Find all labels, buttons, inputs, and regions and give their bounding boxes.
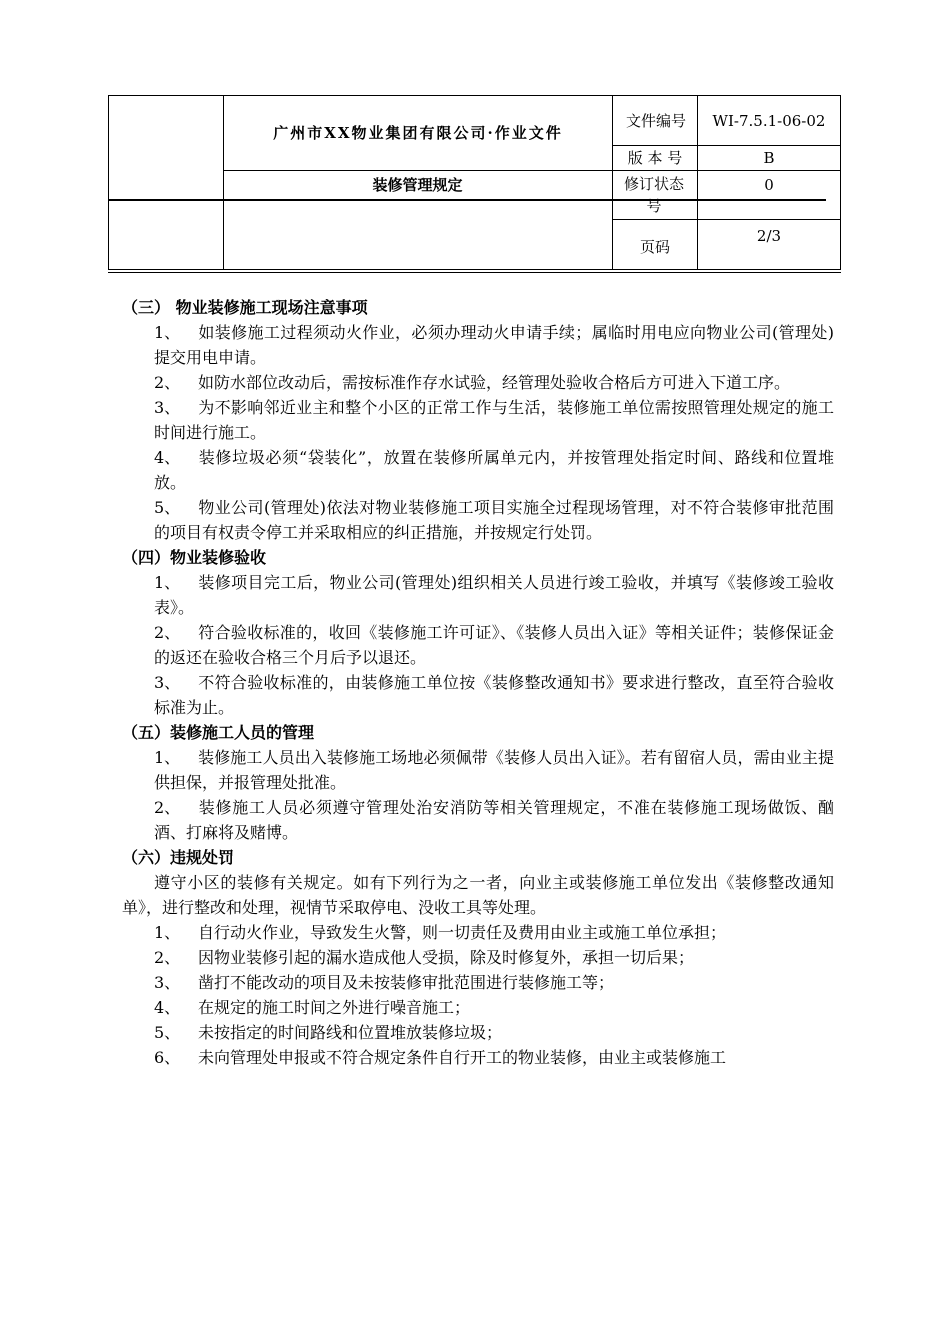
file-number-value: WI-7.5.1-06-02 xyxy=(712,112,826,130)
list-item xyxy=(122,620,834,670)
list-item xyxy=(122,795,834,845)
item-number: 5、 xyxy=(154,498,181,517)
item-number: 2、 xyxy=(154,948,181,967)
version-label: 版 本 号 xyxy=(627,149,683,167)
document-header-table xyxy=(108,95,841,273)
list-item xyxy=(122,745,834,795)
item-text: 为不影响邻近业主和整个小区的正常工作与生活，装修施工单位需按照管理处规定的施工时间进行施工。 xyxy=(154,398,834,442)
item-number: 2、 xyxy=(154,373,181,392)
item-number: 3、 xyxy=(154,673,181,692)
item-text: 装修项目完工后，物业公司(管理处)组织相关人员进行竣工验收，并填写《装修竣工验收表》。 xyxy=(154,573,834,617)
section-heading: （五）装修施工人员的管理 xyxy=(122,723,315,742)
item-number: 6、 xyxy=(154,1048,181,1067)
item-number: 3、 xyxy=(154,973,181,992)
item-number: 1、 xyxy=(154,323,181,342)
item-text: 符合验收标准的，收回《装修施工许可证》、《装修人员出入证》等相关证件；装修保证金的返还在验收合格三个月后予以退还。 xyxy=(154,623,834,667)
item-text: 不符合验收标准的，由装修施工单位按《装修整改通知书》要求进行整改，直至符合验收标准为止。 xyxy=(154,673,834,717)
document-title: 装修管理规定 xyxy=(372,176,463,194)
list-item xyxy=(122,445,834,495)
item-number: 3、 xyxy=(154,398,181,417)
list-item xyxy=(122,495,834,545)
item-number: 1、 xyxy=(154,573,181,592)
section-intro: 遵守小区的装修有关规定。如有下列行为之一者，向业主或装修施工单位发出《装修整改通知单》，进行整改和处理，视情节采取停电、没收工具等处理。 xyxy=(122,873,834,917)
item-text: 未按指定的时间路线和位置堆放装修垃圾； xyxy=(198,1023,503,1042)
list-item xyxy=(122,920,834,945)
revision-value: 0 xyxy=(764,176,774,194)
file-number-label: 文件编号 xyxy=(626,112,687,130)
item-text: 凿打不能改动的项目及未按装修审批范围进行装修施工等； xyxy=(198,973,615,992)
page-value: 2/3 xyxy=(756,227,782,245)
item-text: 在规定的施工时间之外进行噪音施工； xyxy=(198,998,471,1017)
item-number: 4、 xyxy=(154,448,181,467)
list-item xyxy=(122,970,834,995)
item-number: 1、 xyxy=(154,748,181,767)
item-text: 如防水部位改动后，需按标准作存水试验，经管理处验收合格后方可进入下道工序。 xyxy=(198,373,791,392)
page-label: 页码 xyxy=(640,238,671,256)
document-body xyxy=(122,295,834,1070)
company-name: 广州市XX物业集团有限公司·作业文件 xyxy=(273,124,563,142)
item-number: 4、 xyxy=(154,998,181,1017)
version-value: B xyxy=(763,149,775,167)
item-text: 未向管理处申报或不符合规定条件自行开工的物业装修，由业主或装修施工 xyxy=(198,1048,727,1067)
list-item xyxy=(122,320,834,370)
item-text: 物业公司(管理处)依法对物业装修施工项目实施全过程现场管理，对不符合装修审批范围的项目有权责令停工并采取相应的纠正措施，并按规定行处罚。 xyxy=(154,498,834,542)
item-text: 装修施工人员出入装修施工场地必须佩带《装修人员出入证》。若有留宿人员，需由业主提供担保，并报管理处批准。 xyxy=(154,748,834,792)
list-item xyxy=(122,395,834,445)
item-text: 装修垃圾必须“袋装化”，放置在装修所属单元内，并按管理处指定时间、路线和位置堆放。 xyxy=(154,448,834,492)
item-number: 2、 xyxy=(154,623,181,642)
item-text: 因物业装修引起的漏水造成他人受损，除及时修复外，承担一切后果； xyxy=(198,948,695,967)
revision-label: 修订状态号 xyxy=(623,175,684,215)
list-item xyxy=(122,570,834,620)
item-number: 1、 xyxy=(154,923,181,942)
item-number: 5、 xyxy=(154,1023,181,1042)
list-item xyxy=(122,370,834,395)
list-item xyxy=(122,1020,834,1045)
section-heading: （四）物业装修验收 xyxy=(122,548,267,567)
list-item xyxy=(122,945,834,970)
item-text: 装修施工人员必须遵守管理处治安消防等相关管理规定，不准在装修施工现场做饭、酗酒、打麻将及赌博。 xyxy=(154,798,834,842)
list-item xyxy=(122,670,834,720)
item-number: 2、 xyxy=(154,798,181,817)
item-text: 自行动火作业，导致发生火警，则一切责任及费用由业主或施工单位承担； xyxy=(198,923,727,942)
list-item xyxy=(122,995,834,1020)
section-heading: （三） 物业装修施工现场注意事项 xyxy=(122,298,368,317)
item-text: 如装修施工过程须动火作业，必须办理动火申请手续；属临时用电应向物业公司(管理处)提交用电申请。 xyxy=(154,323,834,367)
list-item xyxy=(122,1045,834,1070)
section-heading: （六）违规处罚 xyxy=(122,848,235,867)
